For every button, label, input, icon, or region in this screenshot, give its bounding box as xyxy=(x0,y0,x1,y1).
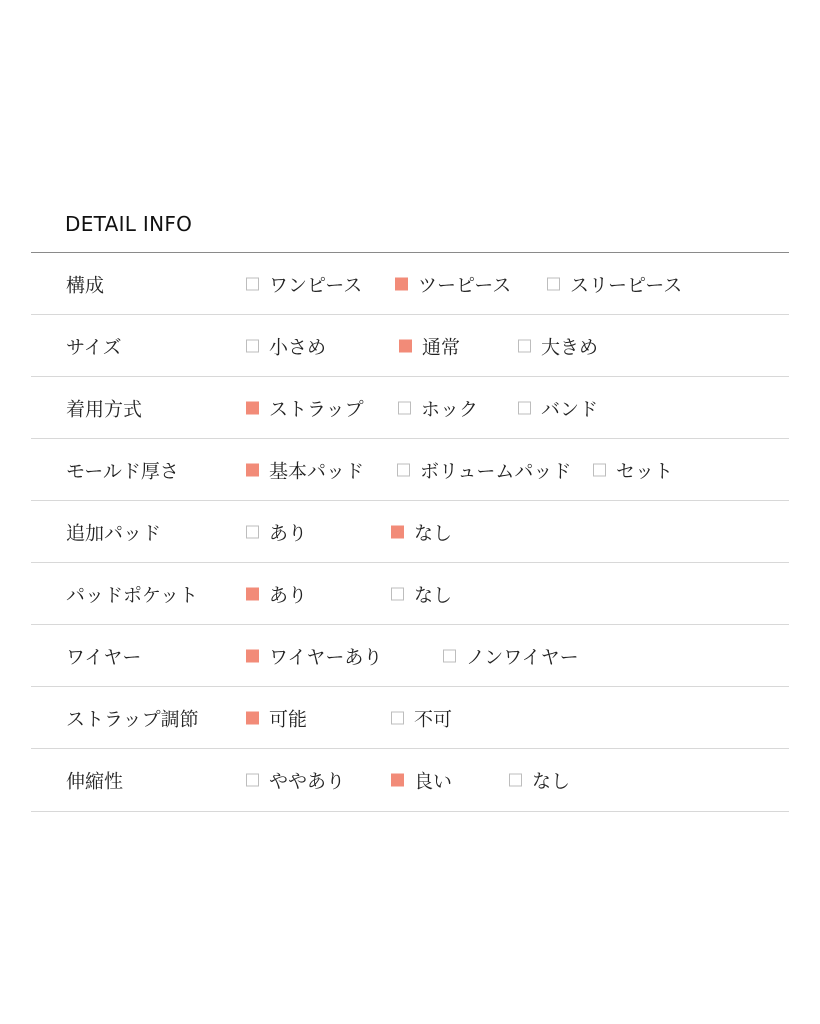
option-stretch-good[interactable] xyxy=(391,767,452,794)
option-three-piece[interactable] xyxy=(547,270,682,297)
row-label: 追加パッド xyxy=(66,522,162,544)
row-composition xyxy=(31,253,789,315)
checkbox[interactable] xyxy=(547,277,560,290)
row-size xyxy=(31,315,789,377)
option-label: 通常 xyxy=(422,336,461,358)
option-stretch-some[interactable] xyxy=(246,767,345,794)
checkbox[interactable] xyxy=(399,339,412,352)
checkbox[interactable] xyxy=(246,339,259,352)
checkbox[interactable] xyxy=(391,711,404,724)
option-label: あり xyxy=(269,522,308,544)
row-label: 着用方式 xyxy=(66,398,143,420)
option-extra-pad-yes[interactable] xyxy=(246,518,307,545)
row-label: サイズ xyxy=(66,336,122,358)
checkbox[interactable] xyxy=(518,339,531,352)
checkbox[interactable] xyxy=(398,401,411,414)
checkbox[interactable] xyxy=(246,401,259,414)
option-small[interactable] xyxy=(246,332,326,359)
row-stretch xyxy=(31,749,789,812)
checkbox[interactable] xyxy=(443,649,456,662)
row-label: ワイヤー xyxy=(66,646,142,668)
row-label: 構成 xyxy=(66,274,105,296)
option-label: あり xyxy=(269,584,308,606)
option-basic-pad[interactable] xyxy=(246,456,364,483)
checkbox[interactable] xyxy=(246,587,259,600)
option-pad-pocket-no[interactable] xyxy=(391,580,452,607)
option-pad-pocket-yes[interactable] xyxy=(246,580,307,607)
option-label: 小さめ xyxy=(269,336,327,358)
checkbox[interactable] xyxy=(246,463,259,476)
option-label: なし xyxy=(414,584,453,606)
checkbox[interactable] xyxy=(246,525,259,538)
option-large[interactable] xyxy=(518,332,598,359)
option-label: スリーピース xyxy=(570,274,683,296)
option-label: なし xyxy=(532,770,571,793)
option-label: ストラップ xyxy=(269,398,364,420)
checkbox[interactable] xyxy=(593,463,606,476)
row-mold-thickness xyxy=(31,439,789,501)
option-adjustable[interactable] xyxy=(246,704,307,731)
option-extra-pad-no[interactable] xyxy=(391,518,452,545)
row-strap-adjust xyxy=(31,687,789,749)
option-not-adjustable[interactable] xyxy=(391,704,452,731)
option-normal[interactable] xyxy=(399,332,460,359)
option-label: ノンワイヤー xyxy=(466,646,579,668)
option-band[interactable] xyxy=(518,394,598,421)
option-set[interactable] xyxy=(593,456,673,483)
row-wearing-type xyxy=(31,377,789,439)
option-label: ややあり xyxy=(269,770,346,793)
option-label: 不可 xyxy=(414,708,453,730)
checkbox[interactable] xyxy=(395,277,408,290)
checkbox[interactable] xyxy=(246,649,259,662)
row-pad-pocket xyxy=(31,563,789,625)
option-strap[interactable] xyxy=(246,394,364,421)
checkbox[interactable] xyxy=(518,401,531,414)
option-wire-yes[interactable] xyxy=(246,642,382,669)
option-stretch-none[interactable] xyxy=(509,767,570,794)
option-label: なし xyxy=(414,522,453,544)
checkbox[interactable] xyxy=(391,587,404,600)
row-wire xyxy=(31,625,789,687)
option-non-wire[interactable] xyxy=(443,642,579,669)
row-label: 伸縮性 xyxy=(66,770,124,793)
checkbox[interactable] xyxy=(246,711,259,724)
detail-info-table xyxy=(31,253,789,812)
row-label: パッドポケット xyxy=(66,584,199,606)
option-hook[interactable] xyxy=(398,394,478,421)
checkbox[interactable] xyxy=(391,774,404,787)
option-one-piece[interactable] xyxy=(246,270,362,297)
option-label: ツーピース xyxy=(418,274,512,296)
row-extra-pad xyxy=(31,501,789,563)
checkbox[interactable] xyxy=(397,463,410,476)
detail-info-title: DETAIL INFO xyxy=(65,212,193,236)
checkbox[interactable] xyxy=(246,774,259,787)
checkbox[interactable] xyxy=(391,525,404,538)
row-label: ストラップ調節 xyxy=(66,708,199,730)
option-label: セット xyxy=(616,460,674,482)
option-volume-pad[interactable] xyxy=(397,456,571,483)
option-label: ワンピース xyxy=(269,274,363,296)
checkbox[interactable] xyxy=(509,774,522,787)
option-two-piece[interactable] xyxy=(395,270,511,297)
row-label: モールド厚さ xyxy=(66,460,179,482)
option-label: ホック xyxy=(421,398,479,420)
option-label: 基本パッド xyxy=(269,460,365,482)
checkbox[interactable] xyxy=(246,277,259,290)
option-label: バンド xyxy=(541,398,599,420)
option-label: 可能 xyxy=(269,708,308,730)
option-label: ボリュームパッド xyxy=(420,460,572,482)
option-label: 大きめ xyxy=(541,336,599,358)
option-label: ワイヤーあり xyxy=(269,646,383,668)
option-label: 良い xyxy=(414,770,453,793)
